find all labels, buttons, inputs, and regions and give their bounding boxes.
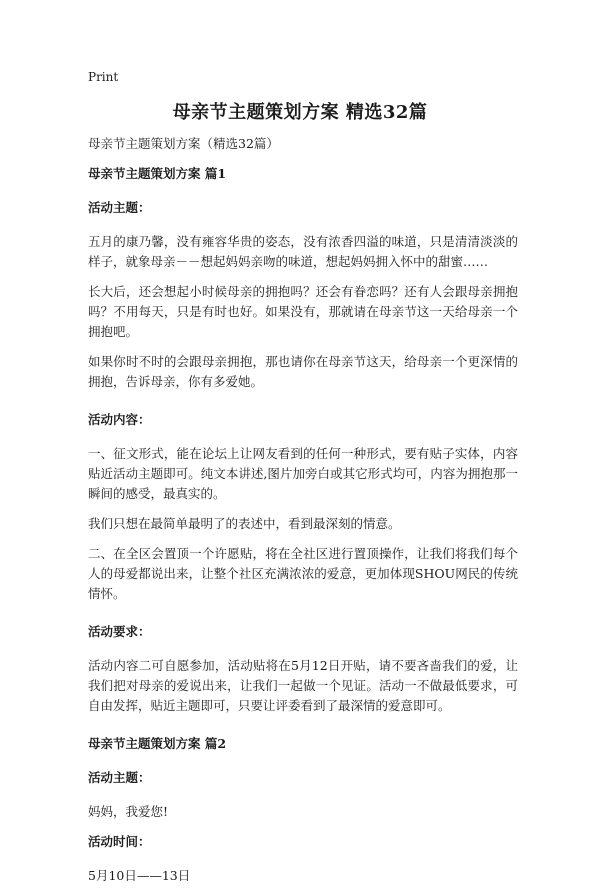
requirements-label: 活动要求：: [88, 624, 151, 639]
page-title: 母亲节主题策划方案 精选32篇: [172, 102, 428, 123]
print-label: Print: [88, 70, 119, 84]
paragraph: 如果你时不时的会跟母亲拥抱，那也请你在母亲节这天，给母亲一个更深情的拥抱，告诉母亲，你有多爱她。: [88, 354, 518, 389]
section-heading: 母亲节主题策划方案 篇2: [88, 736, 227, 751]
time-label: 活动时间：: [88, 834, 151, 849]
paragraph: 二、在全区会置顶一个许愿贴，将在全社区进行置顶操作，让我们将我们每个人的母爱都说出来，让整个社区充满浓浓的爱意，更加体现SHOU网民的传统情怀。: [88, 546, 518, 601]
theme-label: 活动主题：: [88, 200, 151, 215]
paragraph: 五月的康乃馨，没有雍容华贵的姿态，没有浓香四溢的味道，只是清清淡淡的样子，就象母亲－－想起妈妈亲吻的味道，想起妈妈拥入怀中的甜蜜……: [88, 234, 518, 269]
document-body: [88, 134, 518, 896]
theme-text: 妈妈，我爱您!: [88, 804, 169, 819]
paragraph: 一、征文形式，能在论坛上让网友看到的任何一种形式，要有贴子实体，内容贴近活动主题即可。纯文本讲述,图片加旁白或其它形式均可，内容为拥抱那一瞬间的感受，最真实的。: [88, 446, 518, 501]
document-subtitle: 母亲节主题策划方案（精选32篇）: [88, 136, 279, 151]
section-heading: 母亲节主题策划方案 篇1: [88, 166, 227, 181]
paragraph: 长大后，还会想起小时候母亲的拥抱吗？还会有眷恋吗？还有人会跟母亲拥抱吗？不用每天，只是有时也好。如果没有，那就请在母亲节这一天给母亲一个拥抱吧。: [88, 284, 518, 339]
paragraph: 我们只想在最简单最明了的表述中，看到最深刻的情意。: [88, 516, 401, 531]
time-text: 5月10日——13日: [88, 868, 191, 883]
paragraph: 活动内容二可自愿参加，活动贴将在5月12日开贴，请不要吝啬我们的爱，让我们把对母亲的爱说出来，让我们一起做一个见证。活动一不做最低要求，可自由发挥，贴近主题即可，只要让评委看到了最深情的爱意即可。: [88, 658, 518, 713]
theme-label: 活动主题：: [88, 770, 151, 785]
content-label: 活动内容：: [88, 412, 151, 427]
